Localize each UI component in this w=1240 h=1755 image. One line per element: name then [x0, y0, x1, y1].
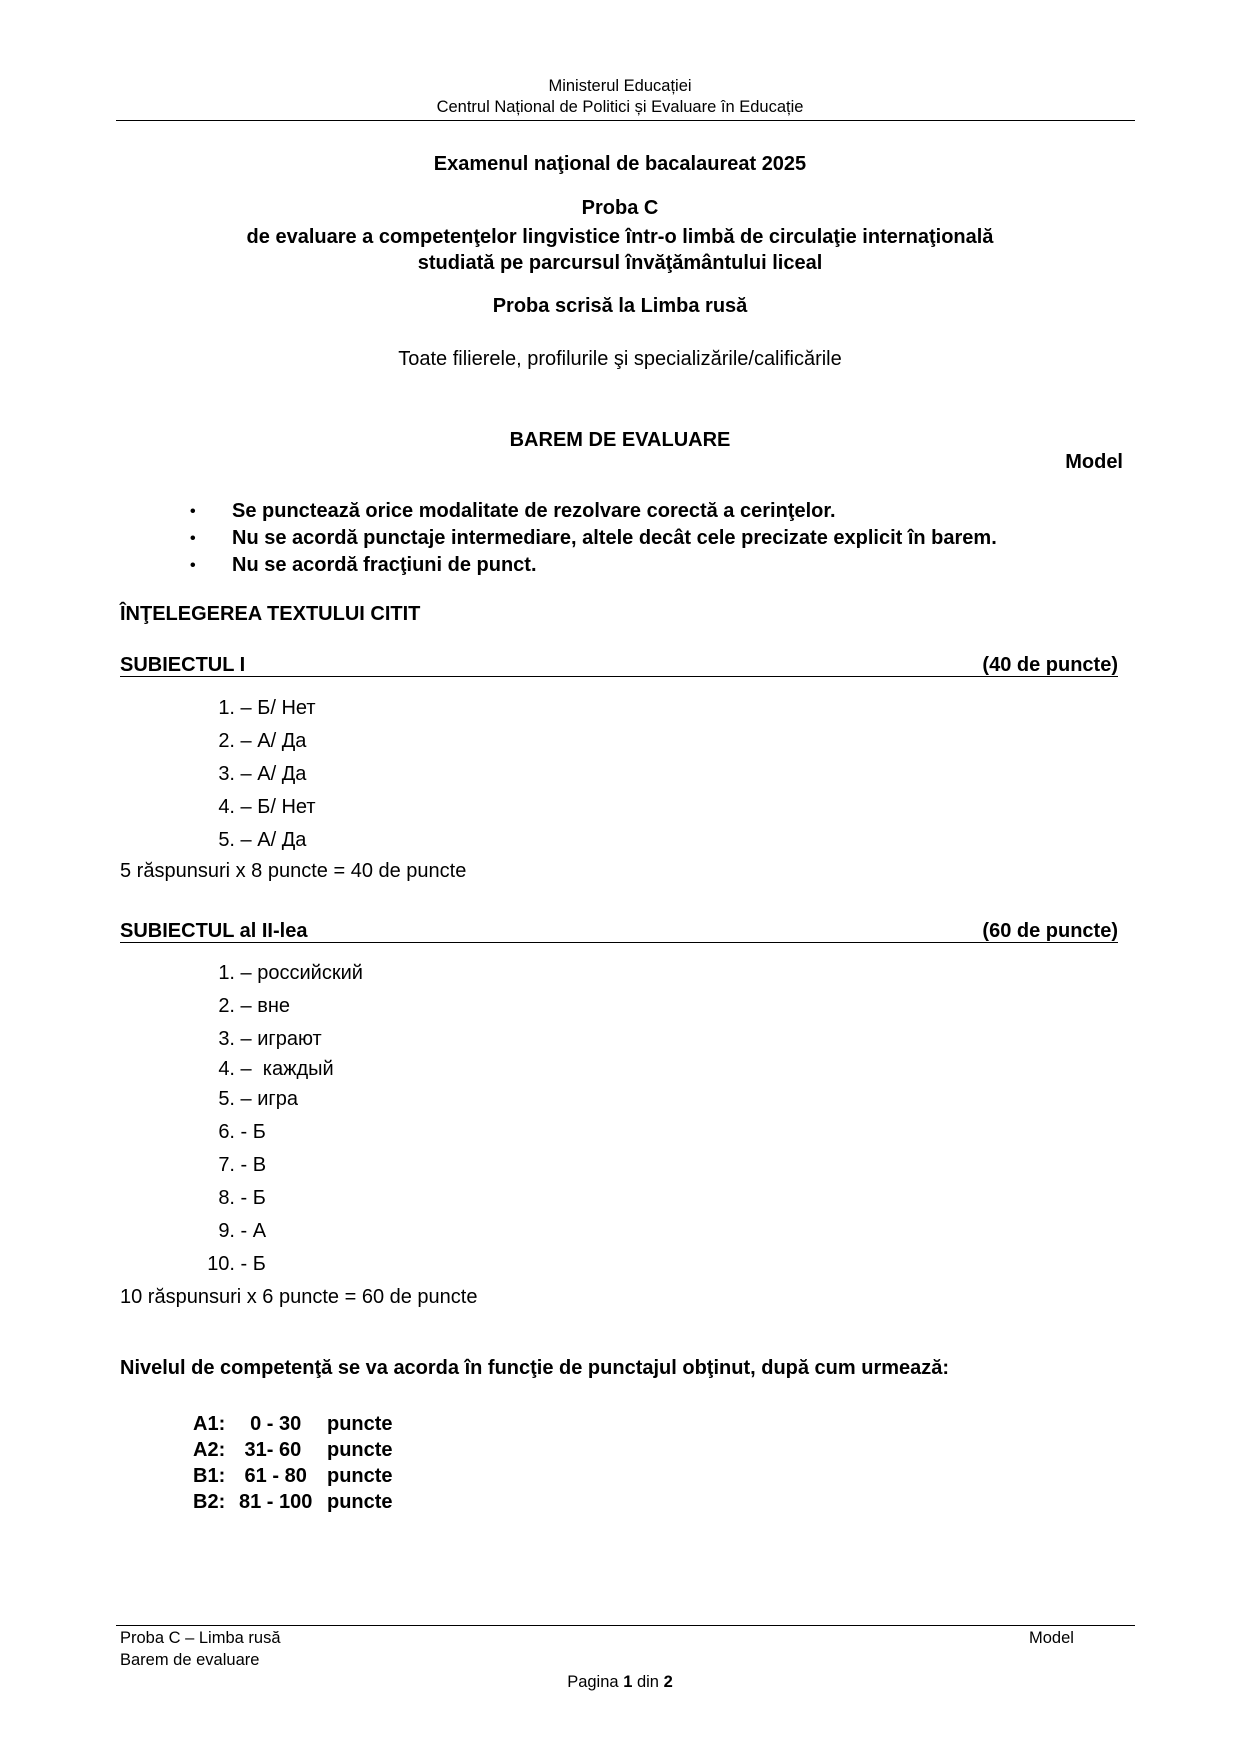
- rules-list: [190, 498, 997, 579]
- answer-number: 2.: [218, 730, 235, 752]
- rule-text: Nu se acordă fracţiuni de punct.: [232, 554, 537, 576]
- level-code: B2:: [193, 1490, 226, 1513]
- subject2-points: (60 de puncte): [982, 920, 1118, 942]
- proba-description-line2: studiată pe parcursul învăţământului liceal: [417, 252, 823, 274]
- level-range: 31- 60: [239, 1438, 302, 1461]
- rule-text: Nu se acordă punctaje intermediare, altele decât cele precizate explicit în barem.: [232, 527, 997, 549]
- answer-row: [120, 824, 316, 857]
- answer-number: 2.: [218, 995, 235, 1017]
- subject2-answers: [120, 957, 363, 1281]
- answer-value: - Б: [235, 1121, 266, 1143]
- footer-divider: [116, 1625, 1135, 1626]
- answer-value: – А/ Да: [235, 730, 307, 752]
- answer-row: [120, 725, 316, 758]
- answer-value: – А/ Да: [235, 763, 307, 785]
- answer-value: – вне: [235, 995, 291, 1017]
- rule-item: [190, 552, 997, 579]
- answer-number: 6.: [218, 1121, 235, 1143]
- answer-row: [120, 692, 316, 725]
- answer-number: 1.: [218, 697, 235, 719]
- barem-heading: BAREM DE EVALUARE: [509, 429, 731, 451]
- answer-row: [120, 1023, 363, 1056]
- center-name: Centrul Național de Politici și Evaluare în Educație: [436, 98, 804, 116]
- rule-item: [190, 498, 997, 525]
- level-range: 81 - 100: [239, 1490, 313, 1513]
- level-range: 0 - 30: [239, 1412, 302, 1435]
- answer-number: 7.: [218, 1154, 235, 1176]
- answer-row: [120, 990, 363, 1023]
- page-separator: din: [636, 1673, 659, 1691]
- answer-row: [120, 1215, 363, 1248]
- answer-number: 3.: [218, 763, 235, 785]
- answer-number: 3.: [218, 1028, 235, 1050]
- subject2-total: 10 răspunsuri x 6 puncte = 60 de puncte: [120, 1286, 478, 1308]
- level-code: B1:: [193, 1464, 226, 1487]
- answer-value: - В: [235, 1154, 267, 1176]
- subject2-header: [120, 920, 1118, 943]
- level-unit: puncte: [327, 1490, 393, 1513]
- level-row: [193, 1489, 393, 1515]
- answer-number: 8.: [218, 1187, 235, 1209]
- level-row: [193, 1463, 393, 1489]
- answer-number: 10.: [207, 1253, 235, 1275]
- proba-description-line1: de evaluare a competenţelor lingvistice într-o limbă de circulaţie internaţională: [246, 226, 994, 248]
- page-prefix: Pagina: [567, 1673, 619, 1691]
- section-title: ÎNŢELEGEREA TEXTULUI CITIT: [120, 603, 421, 625]
- rule-text: Se punctează orice modalitate de rezolvare corectă a cerinţelor.: [232, 500, 836, 522]
- footer-barem: Barem de evaluare: [120, 1651, 260, 1669]
- competence-levels: [193, 1411, 393, 1515]
- page-number: [0, 1673, 1240, 1692]
- answer-value: – играют: [235, 1028, 322, 1050]
- model-label: Model: [1065, 451, 1123, 473]
- subject1-points: (40 de puncte): [982, 654, 1118, 676]
- answer-number: 4.: [218, 796, 235, 818]
- footer-model: Model: [1029, 1629, 1074, 1647]
- answer-row: [120, 1083, 363, 1116]
- header-divider: [116, 120, 1135, 121]
- answer-value: – игра: [235, 1088, 298, 1110]
- answer-number: 9.: [218, 1220, 235, 1242]
- answer-row: [120, 791, 316, 824]
- competence-intro: Nivelul de competenţă se va acorda în funcţie de punctajul obţinut, după cum urmează:: [120, 1357, 950, 1379]
- level-row: [193, 1411, 393, 1437]
- subject1-answers: [120, 692, 316, 857]
- level-code: A2:: [193, 1438, 226, 1461]
- answer-row: [120, 1116, 363, 1149]
- answer-row: [120, 1182, 363, 1215]
- level-unit: puncte: [327, 1412, 393, 1435]
- answer-number: 1.: [218, 962, 235, 984]
- bullet-icon: •: [190, 502, 196, 520]
- bullet-icon: •: [190, 529, 196, 547]
- subject-title: Proba scrisă la Limba rusă: [492, 295, 748, 317]
- answer-value: – Б/ Нет: [235, 796, 316, 818]
- answer-value: – А/ Да: [235, 829, 307, 851]
- level-unit: puncte: [327, 1464, 393, 1487]
- level-unit: puncte: [327, 1438, 393, 1461]
- page-current: 1: [623, 1673, 633, 1691]
- level-code: A1:: [193, 1412, 226, 1435]
- subject1-header: [120, 654, 1118, 677]
- level-range: 61 - 80: [239, 1464, 307, 1487]
- answer-number: 5.: [218, 829, 235, 851]
- answer-number: 4.: [218, 1058, 235, 1080]
- answer-value: - А: [235, 1220, 267, 1242]
- exam-title: Examenul naţional de bacalaureat 2025: [433, 153, 807, 175]
- answer-value: - Б: [235, 1253, 266, 1275]
- level-row: [193, 1437, 393, 1463]
- ministry-name: Ministerul Educației: [548, 77, 692, 95]
- subject2-label: SUBIECTUL al II-lea: [120, 920, 308, 942]
- answer-value: - Б: [235, 1187, 266, 1209]
- answer-row: [120, 1248, 363, 1281]
- proba-title: Proba C: [581, 197, 659, 219]
- footer-proba: Proba C – Limba rusă: [120, 1629, 281, 1647]
- answer-row: [120, 1149, 363, 1182]
- answer-row: [120, 1056, 363, 1083]
- answer-row: [120, 758, 316, 791]
- profiles-text: Toate filierele, profilurile şi specializările/calificările: [398, 348, 842, 370]
- answer-number: 5.: [218, 1088, 235, 1110]
- bullet-icon: •: [190, 556, 196, 574]
- subject1-label: SUBIECTUL I: [120, 654, 246, 676]
- rule-item: [190, 525, 997, 552]
- answer-value: – каждый: [235, 1058, 334, 1080]
- answer-value: – российский: [235, 962, 363, 984]
- answer-value: – Б/ Нет: [235, 697, 316, 719]
- page-total: 2: [663, 1673, 673, 1691]
- subject1-total: 5 răspunsuri x 8 puncte = 40 de puncte: [120, 860, 467, 882]
- answer-row: [120, 957, 363, 990]
